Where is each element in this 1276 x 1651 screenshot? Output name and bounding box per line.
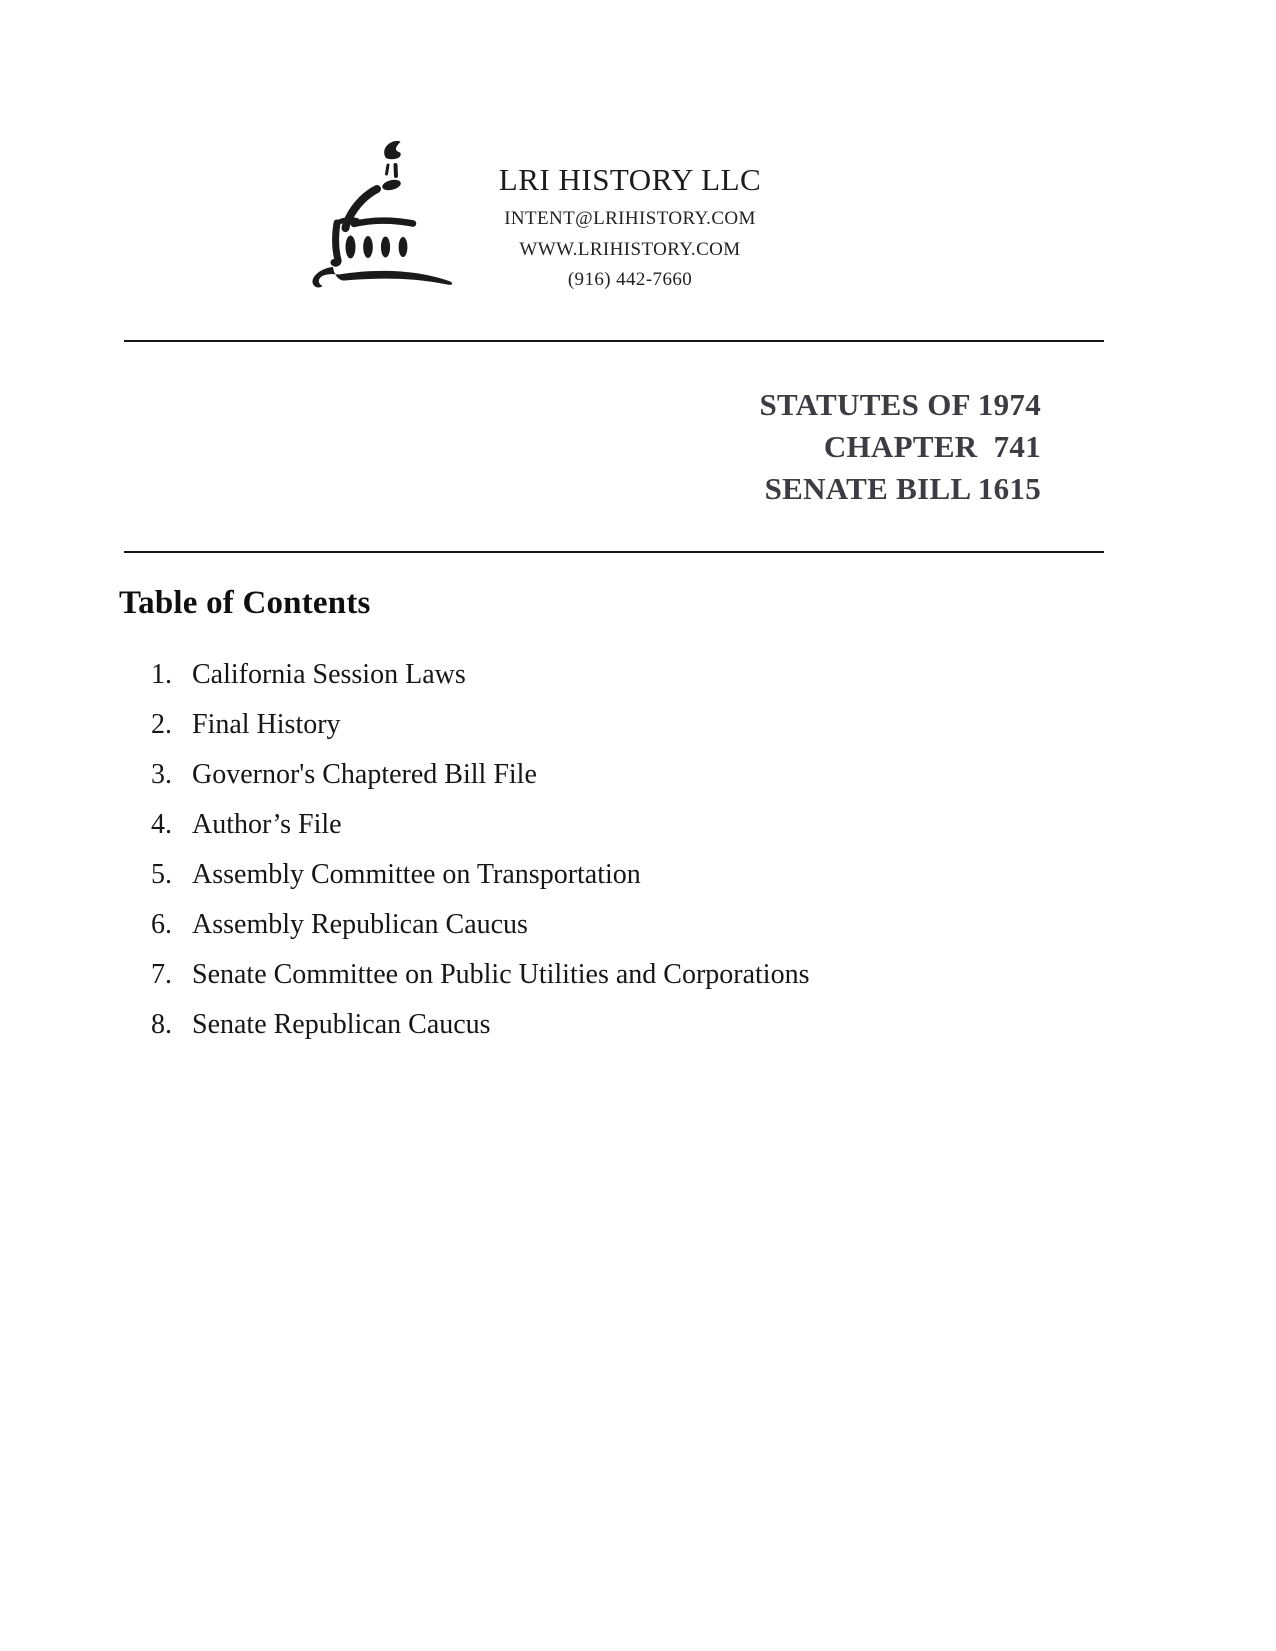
letterhead	[390, 162, 870, 296]
toc-item-number: 3.	[151, 759, 172, 790]
toc-list-item	[151, 800, 809, 850]
toc-list-item	[151, 1000, 809, 1050]
toc-item-number: 2.	[151, 709, 172, 740]
website-url: WWW.LRIHISTORY.COM	[519, 238, 741, 260]
statutes-year-line: STATUTES OF 1974	[759, 387, 1041, 422]
contact-block	[390, 204, 870, 296]
toc-item-label: Governor's Chaptered Bill File	[192, 759, 537, 790]
company-name: LRI HISTORY LLC	[498, 162, 762, 197]
chapter-line: CHAPTER 741	[823, 429, 1041, 464]
divider-top	[124, 340, 1104, 342]
senate-bill-line: SENATE BILL 1615	[764, 471, 1041, 506]
toc-item-number: 5.	[151, 859, 172, 890]
toc-item-label: Assembly Committee on Transportation	[192, 859, 641, 890]
toc-list-item	[151, 950, 809, 1000]
toc-item-label: Assembly Republican Caucus	[192, 909, 528, 940]
toc-list-item	[151, 900, 809, 950]
toc-item-number: 6.	[151, 909, 172, 940]
toc-item-label: Final History	[192, 709, 341, 740]
toc-item-label: California Session Laws	[192, 659, 466, 690]
toc-list-item	[151, 700, 809, 750]
divider-bottom	[124, 551, 1104, 553]
toc-item-label: Author’s File	[192, 809, 342, 840]
email-address: INTENT@LRIHISTORY.COM	[504, 208, 756, 229]
toc-list	[151, 650, 809, 1050]
toc-list-item	[151, 650, 809, 700]
toc-item-number: 1.	[151, 659, 172, 690]
toc-item-number: 4.	[151, 809, 172, 840]
toc-item-number: 8.	[151, 1009, 172, 1040]
phone-number: (916) 442-7660	[567, 269, 693, 290]
bill-reference	[759, 384, 1041, 510]
toc-heading: Table of Contents	[119, 585, 371, 621]
toc-item-label: Senate Republican Caucus	[192, 1009, 491, 1040]
toc-list-item	[151, 850, 809, 900]
toc-list-item	[151, 750, 809, 800]
toc-item-label: Senate Committee on Public Utilities and Corporations	[192, 959, 810, 990]
toc-item-number: 7.	[151, 959, 172, 990]
